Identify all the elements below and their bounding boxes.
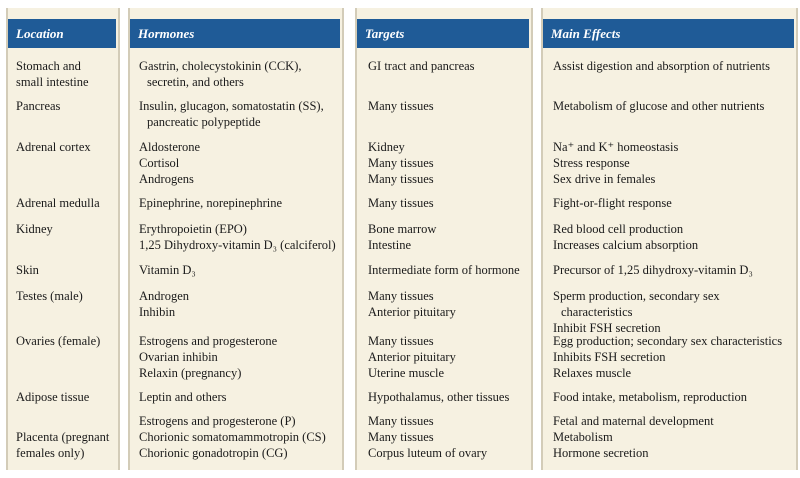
cell-hormones (139, 288, 189, 320)
cell-line: Inhibit FSH secretion (553, 321, 661, 335)
cell-location (16, 389, 89, 405)
cell-line: Hormone secretion (553, 446, 649, 460)
cell-line: Many tissues (368, 172, 434, 186)
cell-targets (368, 58, 475, 74)
cell-line: Aldosterone (139, 140, 201, 154)
cell-line: Corpus luteum of ovary (368, 446, 488, 460)
cell-location (16, 139, 91, 155)
cell-location (16, 98, 60, 114)
cell-hormones (139, 221, 336, 253)
cell-targets (368, 288, 456, 320)
cell-line: small intestine (16, 75, 89, 89)
cell-location (16, 288, 83, 304)
cell-line: Red blood cell production (553, 222, 684, 236)
cell-location (16, 262, 39, 278)
cell-line: Fight-or-flight response (553, 196, 672, 210)
cell-line: Gastrin, cholecystokinin (CCK), (139, 59, 302, 73)
header-effects: Main Effects (543, 19, 794, 48)
cell-line: Estrogens and progesterone (139, 334, 278, 348)
cell-line: characteristics (561, 305, 633, 319)
cell-line: 1,25 Dihydroxy-vitamin D₃ (calciferol) (139, 238, 336, 252)
cell-line: Many tissues (368, 196, 434, 210)
cell-hormones (139, 98, 324, 130)
cell-line: Pancreas (16, 99, 61, 113)
cell-line: Stomach and (16, 59, 81, 73)
cell-targets (368, 195, 434, 211)
cell-effects (553, 413, 714, 461)
cell-line: Leptin and others (139, 390, 227, 404)
cell-line: Sperm production, secondary sex (553, 289, 720, 303)
cell-location (16, 221, 53, 237)
cell-line: Insulin, glucagon, somatostatin (SS), (139, 99, 324, 113)
cell-line: females only) (16, 446, 85, 460)
cell-targets (368, 262, 520, 278)
cell-line: Uterine muscle (368, 366, 445, 380)
cell-effects (553, 262, 753, 278)
cell-targets (368, 139, 434, 187)
cell-line: Estrogens and progesterone (P) (139, 414, 296, 428)
cell-line: Intermediate form of hormone (368, 263, 520, 277)
cell-line: Kidney (16, 222, 53, 236)
cell-targets (368, 98, 434, 114)
cell-line: Many tissues (368, 334, 434, 348)
cell-effects (553, 195, 672, 211)
cell-line: Increases calcium absorption (553, 238, 699, 252)
cell-line: secretin, and others (147, 75, 244, 89)
cell-line: Stress response (553, 156, 630, 170)
cell-line: Skin (16, 263, 39, 277)
cell-location (16, 58, 89, 90)
cell-line: Relaxes muscle (553, 366, 632, 380)
cell-hormones (139, 262, 196, 278)
cell-hormones (139, 139, 200, 187)
cell-hormones (139, 333, 277, 381)
cell-line: Egg production; secondary sex characteristics (553, 334, 783, 348)
cell-hormones (139, 413, 326, 461)
cell-line: Many tissues (368, 156, 434, 170)
cell-effects (553, 139, 678, 187)
cell-hormones (139, 389, 226, 405)
cell-targets (368, 413, 487, 461)
cell-line: Anterior pituitary (368, 305, 456, 319)
cell-line: Adipose tissue (16, 390, 90, 404)
cell-location (16, 195, 100, 211)
cell-line: Many tissues (368, 289, 434, 303)
cell-hormones (139, 58, 301, 90)
cell-line: Adrenal medulla (16, 196, 100, 210)
cell-line: Precursor of 1,25 dihydroxy-vitamin D₃ (553, 263, 753, 277)
cell-line: Many tissues (368, 414, 434, 428)
cell-line: Erythropoietin (EPO) (139, 222, 247, 236)
cell-line: Chorionic somatomammotropin (CS) (139, 430, 326, 444)
cell-line: Sex drive in females (553, 172, 656, 186)
cell-line: Metabolism (553, 430, 613, 444)
cell-line: Na⁺ and K⁺ homeostasis (553, 140, 679, 154)
cell-line: Many tissues (368, 430, 434, 444)
cell-effects (553, 288, 720, 336)
cell-line: Ovaries (female) (16, 334, 101, 348)
cell-line: Food intake, metabolism, reproduction (553, 390, 748, 404)
cell-line: Placenta (pregnant (16, 430, 110, 444)
cell-line: Chorionic gonadotropin (CG) (139, 446, 288, 460)
cell-line: Testes (male) (16, 289, 83, 303)
cell-effects (553, 98, 764, 114)
cell-effects (553, 333, 782, 381)
cell-line: Vitamin D₃ (139, 263, 196, 277)
cell-location (16, 429, 109, 461)
cell-line: Many tissues (368, 99, 434, 113)
cell-line: Intestine (368, 238, 412, 252)
cell-line: Inhibits FSH secretion (553, 350, 666, 364)
cell-line: Epinephrine, norepinephrine (139, 196, 283, 210)
cell-line: Fetal and maternal development (553, 414, 714, 428)
cell-effects (553, 58, 770, 74)
cell-line: Inhibin (139, 305, 176, 319)
cell-line: Anterior pituitary (368, 350, 456, 364)
cell-line: GI tract and pancreas (368, 59, 475, 73)
cell-targets (368, 389, 509, 405)
header-hormones: Hormones (130, 19, 340, 48)
cell-line: Androgens (139, 172, 194, 186)
cell-targets (368, 333, 456, 381)
header-location: Location (8, 19, 116, 48)
cell-line: Hypothalamus, other tissues (368, 390, 510, 404)
header-targets: Targets (357, 19, 529, 48)
cell-line: Cortisol (139, 156, 180, 170)
cell-line: Metabolism of glucose and other nutrients (553, 99, 765, 113)
cell-effects (553, 389, 747, 405)
cell-targets (368, 221, 436, 253)
cell-line: Androgen (139, 289, 189, 303)
cell-line: Relaxin (pregnancy) (139, 366, 242, 380)
cell-line: Adrenal cortex (16, 140, 91, 154)
cell-location (16, 333, 100, 349)
cell-line: Kidney (368, 140, 405, 154)
cell-line: Bone marrow (368, 222, 437, 236)
cell-hormones (139, 195, 282, 211)
cell-effects (553, 221, 698, 253)
cell-line: Ovarian inhibin (139, 350, 218, 364)
cell-line: pancreatic polypeptide (147, 115, 261, 129)
cell-line: Assist digestion and absorption of nutrients (553, 59, 770, 73)
